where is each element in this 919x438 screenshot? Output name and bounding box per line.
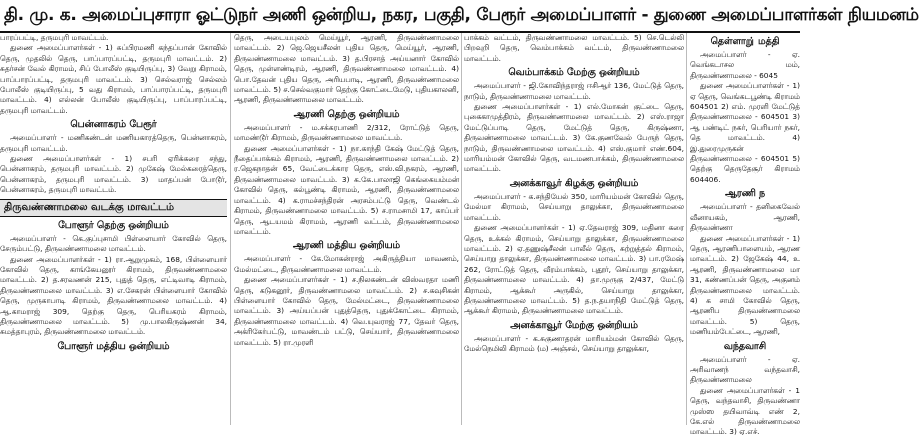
column-2 [234, 33, 459, 425]
headline: தி. மு. க. அமைப்புசாரா ஓட்டுநர் அணி ஒன்றிய, நகர, பகுதி, பேரூர் அமைப்பாளர் - துணை அமைப்பாளர்கள் நியமனம் [4, 5, 919, 25]
paragraph: அமைப்பாளர் - தனிகைவேல் வீனாயகம், ஆரணி, திருவண்ணா [690, 202, 800, 233]
section-heading: அனக்காவூர் கிழக்கு ஒன்றியம் [509, 177, 639, 189]
paragraph: பாரப்பட்டி, தருமபுரி மாவட்டம். [0, 33, 109, 42]
district-heading: திருவண்ணாமலை வடக்கு மாவட்டம் [0, 199, 227, 217]
column-divider [461, 33, 462, 425]
section-heading: ஆரணி மத்திய ஒன்றியம் [292, 240, 401, 252]
paragraph: அமைப்பாளர் - ஏ. வெங்கடாசல மம், திருவண்ணாமலை - 6045 [690, 50, 800, 80]
paragraph: துணை அமைப்பாளர்கள் - 1) ஏ.தேவராஜ் 309, மதினா கரை தெரு, உக்கல் கிராமம், செய்யாறு தாலுக்கா, திருவண்ணாமலை மாவட்டம். 2) ஏ.தணுஷ்சீலன் பாலீல் தெரு, சுற்றுத்தல் கிராமம், செய்யாறு தாலுக்கா, திருவண்ணாமலை மாவட்டம். 3) பா.ரமேஷ் 262, ரோட்டுத் தெரு, வீரம்பாக்கம், புதூர், செய்யாறு தாலுக்கா, திருவண்ணாமலை மாவட்டம். 4) தா.முருகு 2/437, மேட்டு கிராமம், ஆக்கூர் அருகில், செய்யாறு தாலுக்கா, திருவண்ணாமலை மாவட்டம். 5) த.ந.தயாநிதி மேட்டுத் தெரு, ஆக்கூர் கிராமம், திருவண்ணாமலை மாவட்டம். [464, 223, 684, 316]
column-divider [686, 33, 687, 425]
paragraph: அமைப்பாளர் - கெ.குப்புசாமி பிள்ளையார் கோவில் தெரு, சேரும்பட்டு, திருவண்ணாமலை மாவட்டம். [0, 233, 227, 254]
section-heading: தெள்ளாறு் மத்தி [710, 36, 780, 47]
paragraph: துணை அமைப்பாளர்கள் - 1) நா.காந்தி கேஷ் மேட்டுத் தெரு, நீதைப்பாக்கம் கிராமம், ஆரணி, திருவண்ணாமலை மாவட்டம். 2) ர.ஜெகநாதன் 65, வேட்டைக்கார தெரு, எஸ்.வி.நகரம், ஆரணி, திருவண்ணாமலை மாவட்டம். 3) க.கே.பாலாஜி கெங்கையம்மன் கோவில் தெரு, கல்பூண்டி கிராமம், ஆரணி, திருவண்ணாமலை மாவட்டம். 4) க.ராமச்சந்திரன் அரசம்பட்டு தெரு, வெண்டல் கிராமம், திருவண்ணாமலை மாவட்டம். 5) ச.ராமசாமி 17, காப்பர் தெரு, ஆடயமம் கிராமம், ஆரணி வட்டம், திருவண்ணாமலை மாவட்டம். [234, 143, 459, 236]
paragraph: பாக்கம் வட்டம், திருவண்ணாமலை மாவட்டம். 5) செ.டெல்லி பிறவுறி தெரு, வெம்பாக்கம் வட்டம், திருவண்ணாமலை மாவட்டம். [464, 33, 684, 63]
section-heading: ஆரணி தெற்கு ஒன்றியம் [293, 108, 400, 120]
paragraph: துணை அமைப்பாளர்கள் - 1) ச.நிலகண்டன் விஸ்வரதா மணி தெரு, கடுகனூர், திருவண்ணாமலை மாவட்டம். 2) ச.கவுசிகன் பிள்ளையார் கோவில் தெரு, மேல்மட்டை, திருவண்ணாமலை மாவட்டம். 3) அய்யப்பன் புதுத்தெரு, புதுக்கோட்டை கிராமம், திருவண்ணாமலை மாவட்டம். 4) வெ.யுவராஜ் 77, தேவர் தெரு, அக்ரிகேர்பட்டு, மாவண்டம் பட்டு, செய்யார், திருவண்ணாமலை மாவட்டம். 5) ரா.முரளி [234, 275, 459, 347]
paragraph: அமைப்பாளர் - கே.மோகன்ராஜ் அகிருத்தியா மாவணம், மேல்மட்டை, திருவண்ணாமலை மாவட்டம். [234, 254, 459, 274]
section-heading: வெம்பாக்கம் மேற்கு ஒன்றியம் [508, 67, 640, 79]
paragraph: துணை அமைப்பாளர்கள் - 1 தெரு, வந்தவாசி, திருவண்ணா முஸ்ஸ தயிவாவ்டி எண் 2, கே.எல் திருவண்ணாமலை மாவட்டம். 3) ஏ.எச். [690, 385, 800, 437]
section-heading: வந்தவாசி [723, 340, 767, 352]
paragraph: அமைப்பாளர் - ஜி.கோவிந்தராஜ் ஈசிஆர் 136, மேட்டுத் தெரு, நாடும், திருவண்ணாமலை மாவட்டம். [464, 81, 684, 101]
section-heading: ஆரணி ந [725, 188, 765, 200]
section-heading: போளூர் மத்திய ஒன்றியம் [57, 340, 170, 352]
column-3 [464, 33, 684, 425]
paragraph: தெரு, அடையபுலம் மெய்யூர், ஆரணி, திருவண்ணாமலை மாவட்டம். 2) ஜெ.ஜெயசீலன் புதிய தெரு, மெய்யூர், ஆரணி, திருவண்ணாமலை மாவட்டம். 3) த.பிரசாத் அய்யனார் கோவில் தெரு, முள்ளண்டிரம், ஆரணி, திருவண்ணாமலை மாவட்டம். 4) பொ.தேவன் புதிய தெரு, அரியபாடி, ஆரணி, திருவண்ணாமலை மாவட்டம். 5) ச.செல்வகுமார் தெற்கு கோட்டைமேடு, புதியகாலனி, ஆரணி, திருவண்ணாமலை மாவட்டம். [234, 33, 459, 105]
paragraph: துணை அமைப்பாளர்கள் - 1) ரா.ஆறுமுகம், 168, பிள்ளையார் கோவில் தெரு, காங்கேயனூர் கிராமம், திருவண்ணாமலை மாவட்டம். 2) த.சரவணன் 215, புதுத் தெரு, எட்டிவாடி கிராமம், திருவண்ணாமலை மாவட்டம். 3) எ.சேகரன் பிள்ளையார் கோவில் தெரு, முருகாபாடி கிராமம், திருவண்ணாமலை மாவட்டம். 4) ஆ.காமராஜ் 309, தெற்கு தெரு, பெரியகரம் கிராமம், திருவண்ணாமலை மாவட்டம். 5) மு.பாலகிருஷ்ணன் 34, சுமத்தாபுரம், திருவண்ணாமலை மாவட்டம். [0, 254, 227, 337]
paragraph: அமைப்பாளர் - க.சுகுணாதரன் மாரியம்மன் கோவில் தெரு, மேல்நெமிலி கிராமம் (ம) அஞ்சல், செய்யாறு தாலுக்கா, [464, 333, 684, 354]
column-4 [690, 33, 800, 437]
paragraph: அமைப்பாளர் - ஏ. அரிவாணந் வந்தவாசி, திருவண்ணாமலை [690, 354, 800, 385]
paragraph: துணை அமைப்பாளர்கள் - 1) எல்.மோகன் குட்டை தெரு, புகைகாமுத்திரம், திருவண்ணாமலை மாவட்டம். 2) எஸ்.ராஜா மேட்டுப்பாடி தெரு, மேட்டுத் தெரு, கிருஷ்ணா, திருவண்ணாமலை மாவட்டம். 3) கே.குணவேல் பேருந் தெரு, நாடும், திருவண்ணாமலை மாவட்டம். 4) எஸ்.குமார் எண்.604, மாரியம்மன் கோவில் தெரு, வடமணபாக்கம், திருவண்ணாமலை மாவட்டம். [464, 102, 684, 174]
paragraph: துணை அமைப்பாளர்கள் - 1) சுப்பிரமணி கந்தப்பான் கோவில் தெரு, முதலில் தெரு, பாப்பாரப்பட்டி, தருமபுரி மாவட்டம். 2) சுதர்சன் வேல் கிராமம், சிப் போலீஸ் குடியிருப்பு, 3) வேறு கிராமம், பாப்பாரப்பட்டி, தருமபுரி மாவட்டம். 3) செல்வராஜ் செல்லம் போலீஸ் குடியிருப்பு, 5 வது கிராமம், பாப்பாரப்பட்டி, தருமபுரி மாவட்டம். 4) எல்லன் போலீஸ் குடியிருப்பு, பாப்பாரப்பட்டி, தருமபுரி மாவட்டம். [0, 43, 227, 115]
paragraph: அமைப்பாளர் - ம.சக்கரபாணி 2/312, ரோட்டுத் தெரு, மாமண்டூர் கிராமம், திருவண்ணாமலை மாவட்டம். [234, 122, 459, 143]
headline-banner [0, 0, 919, 33]
section-heading: அனக்காவூர் மேற்கு ஒன்றியம் [510, 319, 638, 331]
section-heading: பென்னாகரம் பேரூர் [70, 119, 157, 131]
column-1 [0, 33, 227, 425]
section-heading: போளூர் தெற்கு ஒன்றியம் [58, 219, 169, 231]
paragraph: அமைப்பாளர் - க.சந்தியேல் 350, மாரியம்மன் கோவில் தெரு, மேல்மா கிராமம், செய்யாறு தாலுக்கா, திருவண்ணாமலை மாவட்டம். [464, 191, 684, 222]
paragraph: அமைப்பாளர் - மணிகண்டன் மணியகாரத்தெரு, பென்னாகரம், தருமபுரி மாவட்டம். [0, 133, 227, 153]
paragraph: துணை அமைப்பாளர்கள் - 1) சபரி ஏரிக்கரை சந்து, பென்னாகரம், தருமபுரி மாவட்டம். 2) முகேஷ் மேல்கரைத்தெரு, பென்னாகரம், தருமபுரி மாவட்டம். 3) மாதப்பன் போடூர், பென்னாகரம், தருமபுரி மாவட்டம். [0, 154, 227, 195]
column-divider [230, 33, 231, 425]
paragraph: துணை அமைப்பாளர்கள் - 1) தெரு, ஆரணிபாளையம், ஆரண மாவட்டம். 2) ஜேகேஷ் 44, உ ஆரணி, திருவண்ணாமலை மா 31, கண்ணப்பன் தெரு, அகுனம் திருவண்ணாமலை மாவட்டம். 4) க சாமி கோவில் தெரு, ஆரணிப திருவண்ணாமலை மாவட்டம். 5) தெரு, மணியம்பேட்டை, ஆரணி, [690, 233, 800, 337]
paragraph: துணை அமைப்பாளர்கள் - 1) ஏ தெரு, வெங்கடபூண்டி கிராமம் 604501 2) எம். முரளி மேட்டுத் திருவண்ணாமலை - 604501 3) ஆ பண்டிட் நகர், பெரியார் நகர், தெ மாவட்டம். 4) இ.துரைமுருகன் திருவண்ணாமலை - 604501 5) தெற்கு தெருதேசூர் கிராமம் 604406. [690, 81, 800, 184]
